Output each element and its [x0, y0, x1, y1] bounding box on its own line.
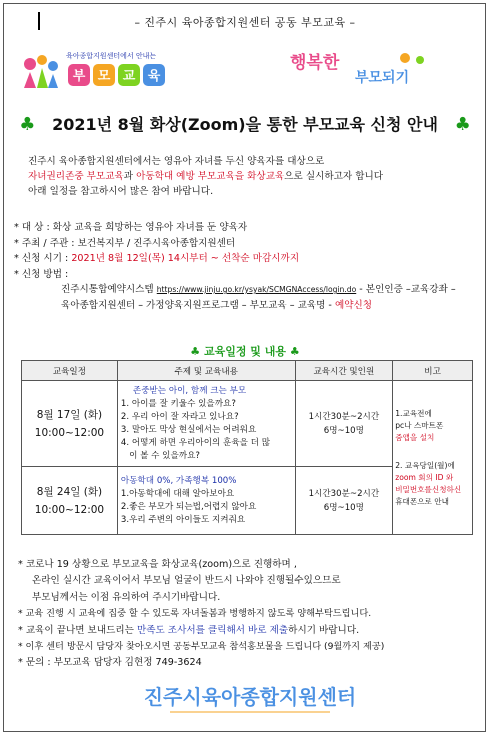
logo-figure-blue — [48, 61, 58, 71]
session-duration: 1시간30분~2시간 6명~10명 — [295, 381, 393, 467]
session-topic: 존중받는 아이, 함께 크는 부모 1. 아이를 잘 키울수 있을까요? 2. 우리 아이 잘 자라고 있나요? 3. 말아도 막상 현실에서는 어려워요 4. 어떻게 하면 우리아이의 훈육을 더 많 이 볼 수 있을까요? — [117, 381, 295, 467]
application-details — [14, 220, 479, 313]
logo-figure-pink — [24, 58, 36, 70]
title-text: 2021년 8월 화상(Zoom)을 통한 부모교육 신청 안내 — [52, 115, 438, 134]
notice-line: * 교육이 끝나면 보내드리는 만족도 조사서를 클릭해서 바로 제출하시기 바랍니다. — [18, 624, 360, 636]
detail-period: * 신청 시기 : 2021년 8월 12일(목) 14시부터 ~ 선착순 마감시까지 — [14, 253, 300, 264]
contact-line: * 문의 : 부모교육 담당자 김현정 749-3624 — [18, 657, 202, 669]
intro-line: 진주시 육아종합지원센터에서는 영유아 자녀를 두신 양육자를 대상으로 — [28, 156, 325, 167]
detail-method-line: 진주시통합예약시스템 https://www.jinju.go.kr/ysyak/SCMGNAccess/login.do - 본인인증 –교육강좌 – — [61, 284, 456, 295]
logo-right-line1: 행복한 — [290, 53, 340, 73]
logo-right-figure — [400, 53, 410, 63]
notice-line: * 이후 센터 방문시 담당자 찾아오시면 공동부모교육 참석홍보물을 드립니다 (9월까지 제공) — [18, 641, 385, 653]
table-header: 비고 — [393, 361, 473, 381]
logo-badge-char: 부 — [72, 69, 86, 84]
session-date: 8월 24일 (화) 10:00~12:00 — [22, 467, 118, 535]
detail-target: * 대 상 : 화상 교육을 희망하는 영유아 자녀를 둔 양육자 — [14, 222, 248, 233]
period-value: 2021년 8월 12일(목) 14시부터 ~ 선착순 마감시까지 — [71, 253, 300, 264]
table-header: 교육일정 — [22, 361, 118, 381]
center-logo-text: 진주시육아종합지원센터 — [143, 685, 357, 709]
happy-parent-logo — [285, 48, 470, 88]
session-duration: 1시간30분~2시간 6명~10명 — [295, 467, 393, 535]
session-topic: 아동학대 0%, 가족행복 100% 1.아동학대에 대해 알아보아요 2.좋은 부모가 되는법,어렵지 않아요 3.우리 주변의 아이들도 지켜줘요 — [117, 467, 295, 535]
topic-head: 존중받는 아이, 함께 크는 부모 — [132, 385, 247, 396]
club-icon: ♣ — [19, 114, 36, 135]
notice-section — [18, 557, 480, 672]
schedule-table — [21, 360, 473, 535]
reserve-highlight: 예약신청 — [334, 299, 373, 311]
table-header: 주제 및 교육내용 — [117, 361, 295, 381]
parent-education-logo — [20, 48, 195, 90]
detail-method-label: * 신청 방법 : — [14, 268, 69, 280]
notice-line: * 코로나 19 상황으로 부모교육을 화상교육(zoom)으로 진행하며 , — [18, 559, 297, 570]
intro-highlight: 자녀권리존중 부모교육 — [28, 171, 124, 182]
logo-badge-char: 육 — [147, 69, 161, 84]
reservation-link[interactable]: https://www.jinju.go.kr/ysyak/SCMGNAccess/login.do — [156, 285, 357, 294]
notice-line: 부모님께서는 이점 유의하여 주시기바랍니다. — [32, 591, 221, 603]
schedule-title: ♣ 교육일정 및 내용 ♣ — [190, 345, 300, 358]
logo-subtitle: 육아종합지원센터에서 안내는 — [66, 52, 157, 60]
topic-head: 아동학대 0%, 가족행복 100% — [120, 475, 237, 486]
table-header: 교육시간 및인원 — [295, 361, 393, 381]
table-row — [22, 381, 473, 467]
center-logo — [100, 678, 400, 718]
notice-line: * 교육 진행 시 교육에 집중 할 수 있도록 자녀돌봄과 병행하지 않도록 양해부탁드립니다. — [18, 608, 372, 620]
intro-highlight: 아동학대 예방 부모교육을 — [136, 171, 245, 182]
intro-line: 자녀권리존중 부모교육과 아동학대 예방 부모교육을 화상교육으로 실시하고자 합니다 — [28, 171, 384, 182]
logo-badge-char: 교 — [122, 69, 136, 84]
intro-paragraph — [28, 154, 478, 199]
logo-right-line2: 부모되기 — [355, 70, 410, 86]
survey-highlight: 만족도 조사서를 클릭해서 바로 제출 — [136, 624, 289, 636]
club-icon: ♣ — [454, 114, 471, 135]
logo-badge-char: 모 — [97, 69, 111, 84]
table-header-row — [22, 361, 473, 381]
intro-line: 아래 일정을 참고하시어 많은 참여 바랍니다. — [28, 186, 214, 197]
page-title — [10, 112, 480, 135]
intro-highlight: 화상교육 — [244, 171, 285, 182]
logo-figure-orange — [37, 55, 47, 65]
detail-host: * 주최 / 주관 : 보건복지부 / 진주시육아종합지원센터 — [14, 237, 236, 249]
header-text: – 진주시 육아종합지원센터 공동 부모교육 – — [134, 16, 356, 29]
detail-method-line: 육아종합지원센터 – 가정양육지원프로그램 – 부모교육 – 교육명 - 예약신청 — [61, 299, 373, 311]
session-note: 1.교육전에 pc나 스마트폰 줌앱을 설치 2. 교육당일(월)에 zoom 회의 ID 와 비밀번호를신청하신 휴대폰으로 안내 — [393, 381, 473, 535]
notice-line: 온라인 실시간 교육이어서 부모님 얼굴이 반드시 나와야 진행될수있으므로 — [32, 575, 341, 587]
session-date: 8월 17일 (화) 10:00~12:00 — [22, 381, 118, 467]
